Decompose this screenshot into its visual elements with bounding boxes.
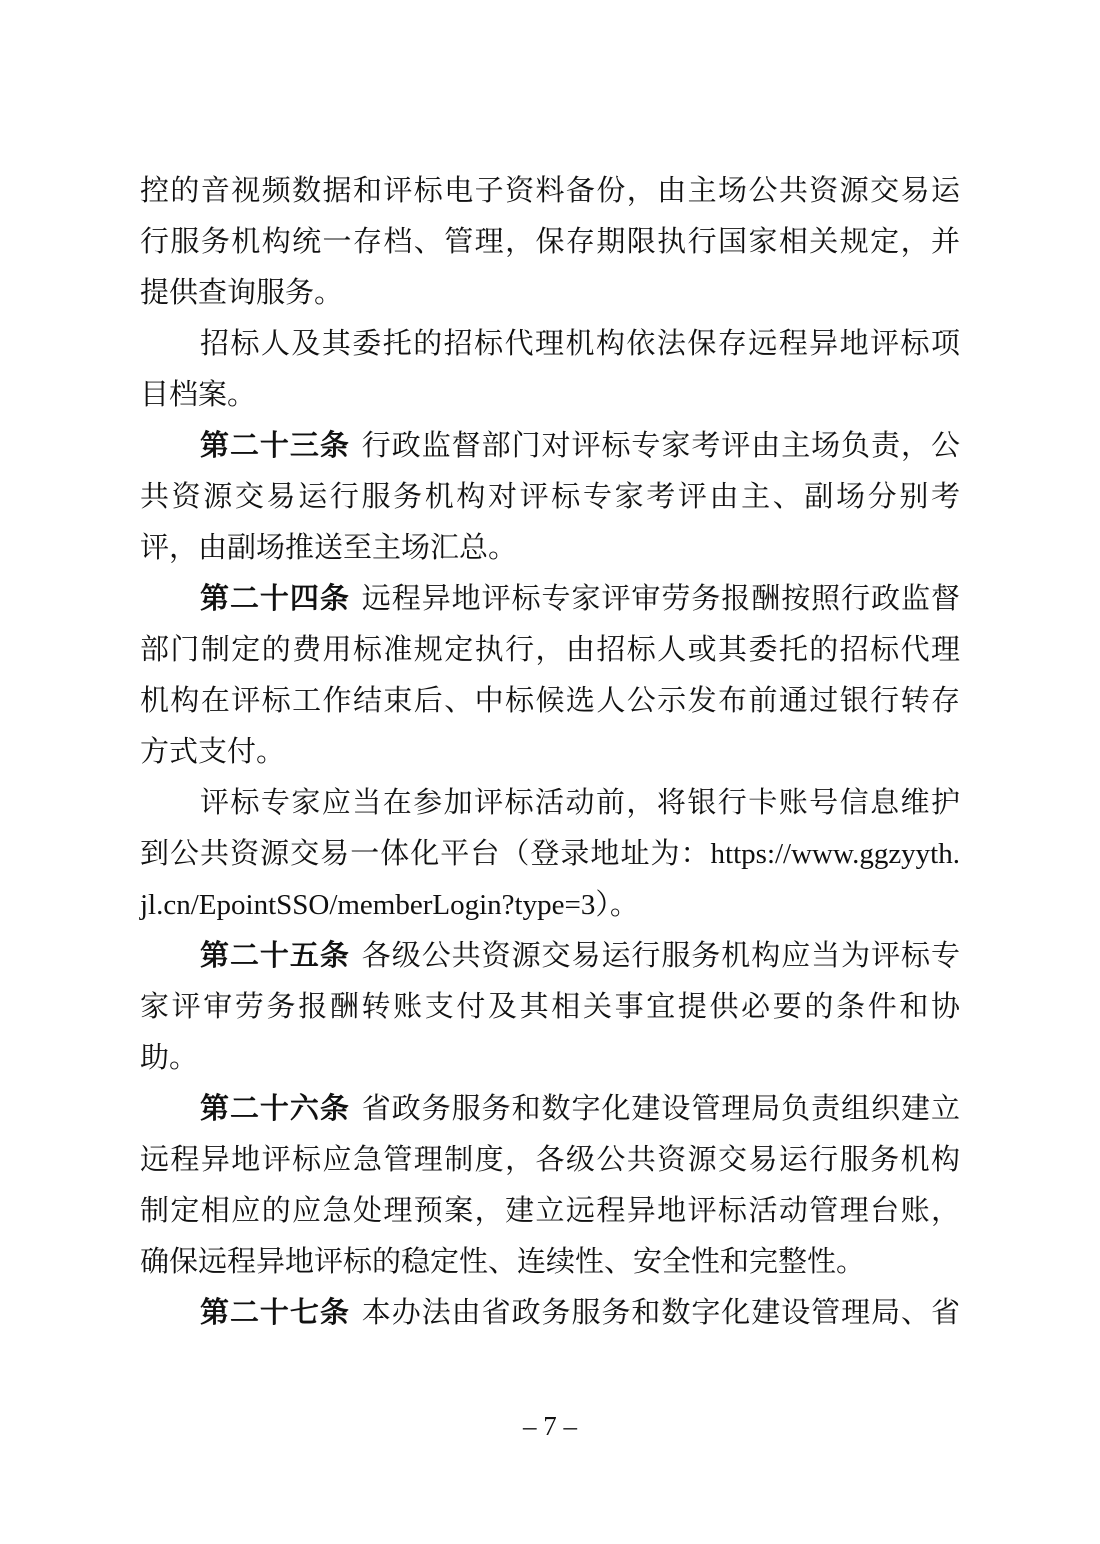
article-number: 第二十七条 xyxy=(200,1297,350,1329)
line-text: 各级公共资源交易运行服务机构应当为评标专 xyxy=(361,940,960,972)
line-text: 远程异地评标应急管理制度，各级公共资源交易运行服务机构 xyxy=(140,1144,960,1176)
text-line xyxy=(140,574,960,625)
line-text: 行政监督部门对评标专家考评由主场负责，公 xyxy=(361,430,960,462)
line-text: 制定相应的应急处理预案，建立远程异地评标活动管理台账， xyxy=(140,1195,960,1227)
text-line xyxy=(140,625,960,676)
text-line xyxy=(140,1084,960,1135)
line-text: 家评审劳务报酬转账支付及其相关事宜提供必要的条件和协 xyxy=(140,991,960,1023)
line-text: 共资源交易运行服务机构对评标专家考评由主、副场分别考 xyxy=(140,481,960,513)
text-line xyxy=(140,472,960,523)
text-line xyxy=(140,370,960,421)
line-text: 招标人及其委托的招标代理机构依法保存远程异地评标项 xyxy=(200,328,960,360)
article-number: 第二十六条 xyxy=(200,1093,350,1125)
text-line xyxy=(140,1135,960,1186)
line-text: 确保远程异地评标的稳定性、连续性、安全性和完整性。 xyxy=(140,1246,866,1278)
line-text: 本办法由省政务服务和数字化建设管理局、省 xyxy=(361,1297,960,1329)
text-line xyxy=(140,319,960,370)
line-text: 提供查询服务。 xyxy=(140,277,344,309)
text-line xyxy=(140,268,960,319)
line-text: 机构在评标工作结束后、中标候选人公示发布前通过银行转存 xyxy=(140,685,960,717)
text-line xyxy=(140,166,960,217)
line-text: 远程异地评标专家评审劳务报酬按照行政监督 xyxy=(361,583,960,615)
text-line xyxy=(140,1033,960,1084)
page-number: – 7 – xyxy=(523,1411,577,1441)
text-line xyxy=(140,829,960,880)
line-text: 部门制定的费用标准规定执行，由招标人或其委托的招标代理 xyxy=(140,634,960,666)
text-line xyxy=(140,421,960,472)
line-text: 到公共资源交易一体化平台（登录地址为：https://www.ggzyyth. xyxy=(140,838,960,870)
line-text: 行服务机构统一存档、管理，保存期限执行国家相关规定，并 xyxy=(140,226,960,258)
line-text: 控的音视频数据和评标电子资料备份，由主场公共资源交易运 xyxy=(140,175,960,207)
line-text: 助。 xyxy=(140,1042,199,1074)
text-line xyxy=(140,1186,960,1237)
text-line xyxy=(140,778,960,829)
text-line xyxy=(140,523,960,574)
line-text: jl.cn/EpointSSO/memberLogin?type=3）。 xyxy=(140,889,639,921)
line-text: 方式支付。 xyxy=(140,736,286,768)
article-number: 第二十三条 xyxy=(200,430,350,462)
line-text: 评，由副场推送至主场汇总。 xyxy=(140,532,518,564)
article-number: 第二十五条 xyxy=(200,940,350,972)
text-line xyxy=(140,982,960,1033)
document-body xyxy=(140,166,960,1339)
text-line xyxy=(140,217,960,268)
text-line xyxy=(140,931,960,982)
line-text: 省政务服务和数字化建设管理局负责组织建立 xyxy=(361,1093,960,1125)
line-text: 评标专家应当在参加评标活动前，将银行卡账号信息维护 xyxy=(200,787,960,819)
text-line xyxy=(140,676,960,727)
text-line xyxy=(140,727,960,778)
text-line xyxy=(140,1288,960,1339)
text-line xyxy=(140,880,960,931)
text-line xyxy=(140,1237,960,1288)
article-number: 第二十四条 xyxy=(200,583,350,615)
line-text: 目档案。 xyxy=(140,379,257,411)
